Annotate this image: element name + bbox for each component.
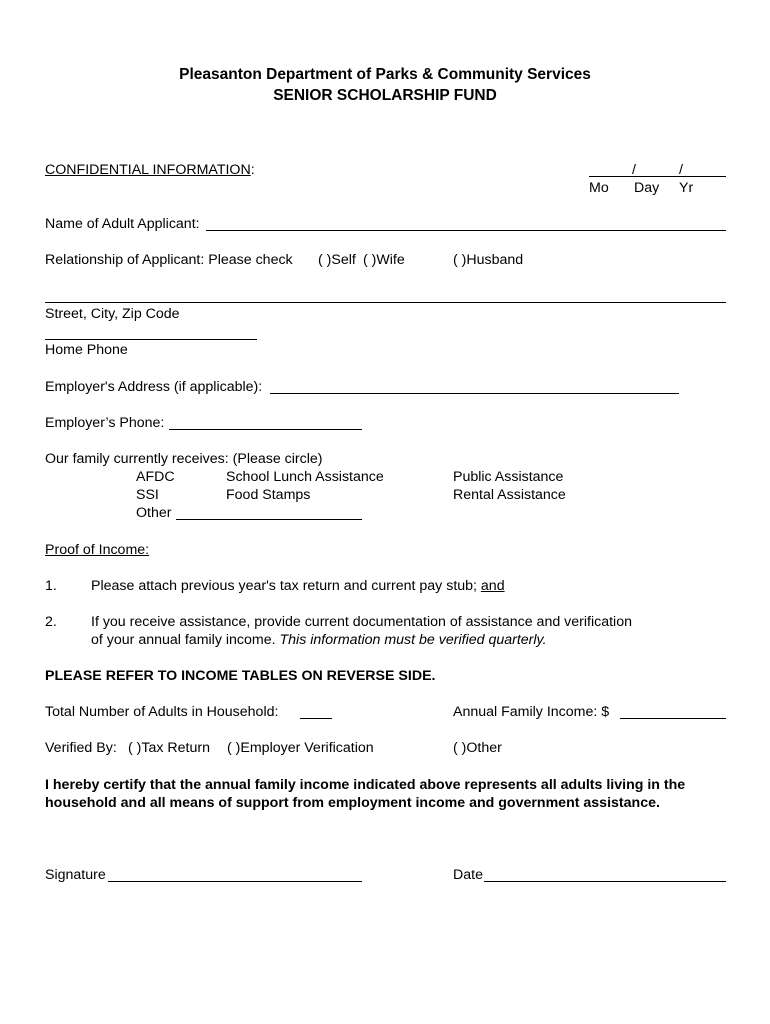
proof-item1-number: 1. — [45, 578, 57, 594]
address-label: Street, City, Zip Code — [45, 306, 180, 322]
date-day-label: Day — [634, 180, 660, 196]
verified-tax-return-checkbox[interactable]: ( )Tax Return — [128, 740, 210, 756]
signature-label: Signature — [45, 867, 106, 883]
date-field[interactable] — [589, 176, 726, 177]
annual-income-field[interactable] — [620, 718, 726, 719]
verified-by-label: Verified By: — [45, 740, 117, 756]
assistance-intro: Our family currently receives: (Please circle) — [45, 451, 323, 467]
certification-line1: I hereby certify that the annual family income indicated above represents all adults living in the — [45, 777, 686, 793]
date-signed-field[interactable] — [484, 881, 726, 882]
assistance-option-other[interactable]: Other — [136, 505, 172, 521]
date-label: Date — [453, 867, 483, 883]
income-tables-notice: PLEASE REFER TO INCOME TABLES ON REVERSE SIDE. — [45, 668, 436, 684]
assistance-option-food-stamps[interactable]: Food Stamps — [226, 487, 311, 503]
adults-count-label: Total Number of Adults in Household: — [45, 704, 279, 720]
home-phone-field[interactable] — [45, 339, 257, 340]
date-separator-1: / — [632, 162, 636, 178]
assistance-option-ssi[interactable]: SSI — [136, 487, 159, 503]
applicant-name-field[interactable] — [206, 230, 726, 231]
assistance-other-field[interactable] — [176, 519, 362, 520]
proof-item2-line2: of your annual family income. This information must be verified quarterly. — [91, 632, 547, 648]
assistance-option-public[interactable]: Public Assistance — [453, 469, 564, 485]
applicant-name-label: Name of Adult Applicant: — [45, 216, 200, 232]
proof-item2-number: 2. — [45, 614, 57, 630]
annual-income-label: Annual Family Income: $ — [453, 704, 610, 720]
assistance-option-rental[interactable]: Rental Assistance — [453, 487, 566, 503]
relationship-label: Relationship of Applicant: Please check — [45, 252, 293, 268]
proof-item1-text: Please attach previous year's tax return and current pay stub; and — [91, 578, 505, 594]
assistance-option-school-lunch[interactable]: School Lunch Assistance — [226, 469, 384, 485]
employer-phone-label: Employer’s Phone: — [45, 415, 165, 431]
assistance-option-afdc[interactable]: AFDC — [136, 469, 175, 485]
proof-heading: Proof of Income: — [45, 542, 150, 558]
page-title: Pleasanton Department of Parks & Community Services — [179, 66, 591, 83]
home-phone-label: Home Phone — [45, 342, 128, 358]
signature-field[interactable] — [108, 881, 362, 882]
date-month-label: Mo — [589, 180, 609, 196]
verified-employer-checkbox[interactable]: ( )Employer Verification — [227, 740, 374, 756]
verified-other-checkbox[interactable]: ( )Other — [453, 740, 502, 756]
relationship-self-checkbox[interactable]: ( )Self — [318, 252, 356, 268]
page-subtitle: SENIOR SCHOLARSHIP FUND — [273, 87, 497, 104]
adults-count-field[interactable] — [300, 718, 332, 719]
relationship-wife-checkbox[interactable]: ( )Wife — [363, 252, 405, 268]
employer-address-field[interactable] — [270, 393, 679, 394]
employer-address-label: Employer's Address (if applicable): — [45, 379, 263, 395]
confidential-label: CONFIDENTIAL INFORMATION: — [45, 162, 255, 178]
relationship-husband-checkbox[interactable]: ( )Husband — [453, 252, 524, 268]
address-field[interactable] — [45, 302, 726, 303]
date-separator-2: / — [679, 162, 683, 178]
date-year-label: Yr — [679, 180, 694, 196]
certification-line2: household and all means of support from employment income and government assistance. — [45, 795, 660, 811]
proof-item2-line1: If you receive assistance, provide current documentation of assistance and verification — [91, 614, 632, 630]
employer-phone-field[interactable] — [169, 429, 362, 430]
